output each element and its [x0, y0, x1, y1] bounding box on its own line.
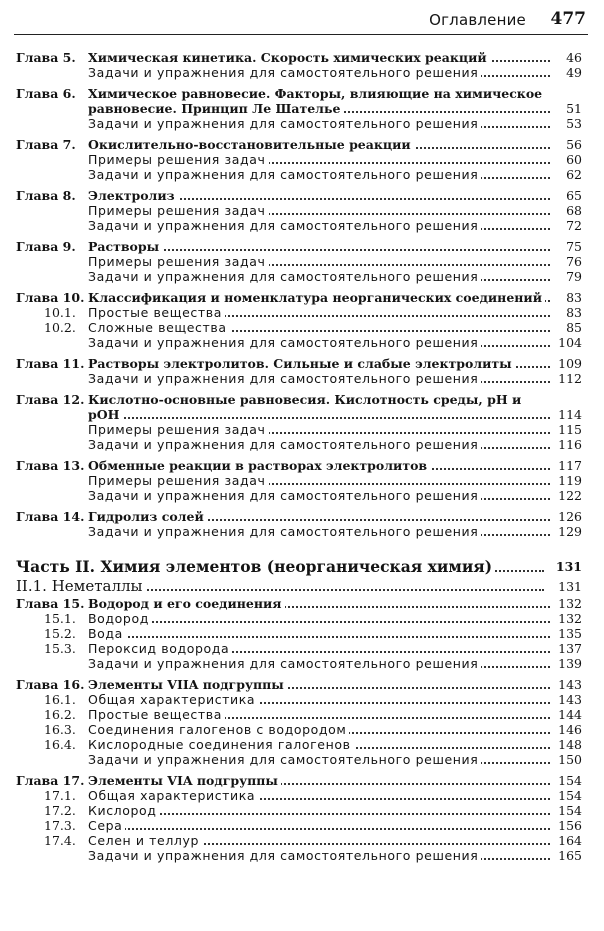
toc-entry-title-wrapper [88, 458, 552, 473]
toc-entry-title: Кислотно-основные равновесия. Кислотность среды, рН и рОН [88, 392, 522, 422]
toc-entry-title: Вода [88, 626, 126, 641]
table-of-contents [16, 50, 582, 863]
toc-page-number: 83 [552, 290, 582, 305]
toc-line-entry[interactable] [16, 656, 582, 671]
toc-entry-title: Пероксид водорода [88, 641, 232, 656]
toc-entry-title: Гидролиз солей [88, 509, 207, 524]
toc-entry-title: Задачи и упражнения для самостоятельного решения [88, 752, 481, 767]
toc-page-number: 148 [552, 737, 582, 752]
toc-entry-title-wrapper [88, 692, 552, 707]
toc-page-number: 75 [552, 239, 582, 254]
toc-page-number: 146 [552, 722, 582, 737]
toc-entry-title-wrapper [88, 773, 552, 788]
toc-entry-title-wrapper [88, 167, 552, 182]
toc-entry-title-wrapper [88, 488, 552, 503]
toc-line-entry[interactable] [16, 335, 582, 350]
toc-entry-title-wrapper [88, 677, 552, 692]
toc-entry-title: Задачи и упражнения для самостоятельного решения [88, 167, 481, 182]
toc-entry-title-wrapper [88, 269, 552, 284]
toc-entry-title-wrapper [88, 188, 552, 203]
toc-entry-title: Задачи и упражнения для самостоятельного решения [88, 116, 481, 131]
toc-entry-title: Электролиз [88, 188, 178, 203]
toc-page-number: 56 [552, 137, 582, 152]
toc-entry-title-wrapper [88, 509, 552, 524]
toc-entry-title-wrapper [88, 305, 552, 320]
toc-chapter-entry[interactable] [16, 509, 582, 524]
toc-subsection-number: 17.4. [44, 833, 76, 848]
toc-entry-title: Простые вещества [88, 707, 225, 722]
toc-chapter-entry[interactable] [16, 239, 582, 254]
toc-entry-title-wrapper [88, 320, 552, 335]
toc-line-entry[interactable] [16, 152, 582, 167]
toc-chapter-number: Глава 10. [16, 290, 85, 305]
toc-entry-title: II.1. Неметаллы [16, 577, 145, 595]
toc-entry-title-wrapper [88, 203, 552, 218]
toc-entry-title-wrapper [88, 218, 552, 233]
toc-entry-title: Окислительно-восстановительные реакции [88, 137, 414, 152]
toc-entry-title: Элементы VIIA подгруппы [88, 677, 287, 692]
toc-entry-title: Задачи и упражнения для самостоятельного решения [88, 437, 481, 452]
toc-entry-title-wrapper [88, 254, 552, 269]
toc-entry-title: Примеры решения задач [88, 473, 269, 488]
toc-entry-title-wrapper [88, 656, 552, 671]
toc-entry-title-wrapper [88, 239, 552, 254]
toc-chapter-entry[interactable] [16, 773, 582, 788]
toc-entry-title: Элементы VIA подгруппы [88, 773, 281, 788]
toc-page-number: 154 [552, 773, 582, 788]
toc-entry-title-wrapper [88, 707, 552, 722]
toc-page-number: 119 [552, 473, 582, 488]
toc-entry-title: Кислородные соединения галогенов [88, 737, 354, 752]
toc-entry-title: Примеры решения задач [88, 203, 269, 218]
toc-entry-title-wrapper [88, 335, 552, 350]
toc-subsection-entry[interactable] [16, 722, 582, 737]
toc-entry-title: Обменные реакции в растворах электролитов [88, 458, 430, 473]
header-page-number: 477 [550, 9, 586, 29]
toc-chapter-number: Глава 15. [16, 596, 85, 611]
toc-line-entry[interactable] [16, 848, 582, 863]
toc-entry-title: Задачи и упражнения для самостоятельного решения [88, 848, 481, 863]
toc-entry-title-wrapper [88, 524, 552, 539]
toc-subsection-number: 16.2. [44, 707, 76, 722]
toc-chapter-entry[interactable] [16, 596, 582, 611]
toc-page-number: 114 [552, 407, 582, 422]
toc-entry-title-wrapper [88, 50, 552, 65]
toc-page-number: 143 [552, 692, 582, 707]
toc-entry-title: Задачи и упражнения для самостоятельного решения [88, 524, 481, 539]
toc-entry-title-wrapper [88, 65, 552, 80]
toc-entry-title: Примеры решения задач [88, 422, 269, 437]
header-title: Оглавление [429, 11, 526, 29]
toc-page-number: 65 [552, 188, 582, 203]
toc-entry-title: Сера [88, 818, 125, 833]
toc-entry-title-wrapper [88, 833, 552, 848]
toc-chapter-entry[interactable] [16, 677, 582, 692]
toc-entry-title: Классификация и номенклатура неорганических соединений [88, 290, 545, 305]
toc-page-number: 117 [552, 458, 582, 473]
toc-line-entry[interactable] [16, 167, 582, 182]
toc-entry-title-wrapper [16, 557, 546, 577]
toc-entry-title-wrapper [88, 137, 552, 152]
toc-entry-title-wrapper [88, 722, 552, 737]
toc-page-number: 135 [552, 626, 582, 641]
toc-subsection-number: 17.2. [44, 803, 76, 818]
toc-subsection-entry[interactable] [16, 737, 582, 752]
toc-subsection-number: 10.2. [44, 320, 76, 335]
toc-entry-title-wrapper [88, 752, 552, 767]
toc-line-entry[interactable] [16, 371, 582, 386]
toc-chapter-number: Глава 13. [16, 458, 85, 473]
toc-page-number: 122 [552, 488, 582, 503]
dot-leader [88, 828, 550, 830]
toc-page-number: 154 [552, 788, 582, 803]
toc-chapter-entry[interactable] [16, 188, 582, 203]
toc-entry-title-wrapper [88, 611, 552, 626]
toc-entry-title: Задачи и упражнения для самостоятельного решения [88, 656, 481, 671]
toc-entry-title: Общая характеристика [88, 788, 258, 803]
toc-entry-title: Водород и его соединения [88, 596, 285, 611]
toc-entry-title-wrapper [88, 422, 552, 437]
toc-entry-title: Кислород [88, 803, 160, 818]
toc-page-number: 131 [552, 557, 582, 577]
toc-chapter-number: Глава 12. [16, 392, 85, 407]
toc-subsection-entry[interactable] [16, 803, 582, 818]
toc-entry-title: Растворы электролитов. Сильные и слабые электролиты [88, 356, 515, 371]
toc-subsection-entry[interactable] [16, 818, 582, 833]
toc-line-entry[interactable] [16, 437, 582, 452]
toc-part-entry[interactable] [16, 557, 582, 577]
toc-page-number: 68 [552, 203, 582, 218]
toc-chapter-number: Глава 6. [16, 86, 76, 101]
toc-page-number: 46 [552, 50, 582, 65]
toc-subsection-entry[interactable] [16, 833, 582, 848]
toc-line-entry[interactable] [16, 524, 582, 539]
toc-page-number: 139 [552, 656, 582, 671]
toc-entry-title: Водород [88, 611, 152, 626]
toc-entry-title-wrapper [88, 356, 552, 371]
toc-page-number: 165 [552, 848, 582, 863]
toc-line-entry[interactable] [16, 218, 582, 233]
toc-page-number: 132 [552, 596, 582, 611]
toc-chapter-number: Глава 17. [16, 773, 85, 788]
toc-entry-title: Часть II. Химия элементов (неорганическая химия) [16, 557, 495, 576]
toc-line-entry[interactable] [16, 269, 582, 284]
toc-entry-title-wrapper [88, 152, 552, 167]
toc-entry-title: Соединения галогенов с водородом [88, 722, 349, 737]
toc-chapter-number: Глава 7. [16, 137, 76, 152]
toc-entry-title-wrapper [88, 437, 552, 452]
toc-page-number: 154 [552, 803, 582, 818]
toc-page-number: 150 [552, 752, 582, 767]
toc-page-number: 137 [552, 641, 582, 656]
toc-entry-title: Задачи и упражнения для самостоятельного решения [88, 488, 481, 503]
toc-subsection-entry[interactable] [16, 320, 582, 335]
toc-subsection-entry[interactable] [16, 641, 582, 656]
toc-page-number: 76 [552, 254, 582, 269]
toc-subsection-entry[interactable] [16, 692, 582, 707]
page-header [14, 6, 588, 35]
toc-page-number: 53 [552, 116, 582, 131]
toc-entry-title: Селен и теллур [88, 833, 202, 848]
toc-entry-title: Простые вещества [88, 305, 225, 320]
toc-subsection-number: 17.1. [44, 788, 76, 803]
toc-chapter-entry[interactable] [16, 137, 582, 152]
toc-section-entry[interactable] [16, 577, 582, 596]
toc-entry-title-wrapper [16, 577, 546, 596]
toc-entry-title: Задачи и упражнения для самостоятельного решения [88, 371, 481, 386]
dot-leader [88, 621, 550, 623]
toc-chapter-entry[interactable] [16, 290, 582, 305]
toc-page-number: 129 [552, 524, 582, 539]
toc-chapter-entry[interactable] [16, 392, 582, 422]
toc-page-number: 131 [552, 577, 582, 596]
toc-page-number: 60 [552, 152, 582, 167]
toc-page-number: 156 [552, 818, 582, 833]
toc-chapter-number: Глава 8. [16, 188, 76, 203]
toc-page-number: 164 [552, 833, 582, 848]
toc-subsection-number: 17.3. [44, 818, 76, 833]
toc-entry-title-wrapper [88, 596, 552, 611]
toc-entry-title-wrapper [88, 626, 552, 641]
toc-entry-title: Задачи и упражнения для самостоятельного решения [88, 269, 481, 284]
toc-page-number: 62 [552, 167, 582, 182]
toc-entry-title: Химическое равновесие. Факторы, влияющие на химическое равновесие. Принцип Ле Шателье [88, 86, 543, 116]
toc-chapter-number: Глава 11. [16, 356, 85, 371]
toc-page-number: 115 [552, 422, 582, 437]
toc-page-number: 83 [552, 305, 582, 320]
toc-subsection-entry[interactable] [16, 626, 582, 641]
toc-spacer [16, 539, 582, 557]
toc-line-entry[interactable] [16, 422, 582, 437]
toc-chapter-entry[interactable] [16, 458, 582, 473]
toc-line-entry[interactable] [16, 203, 582, 218]
toc-chapter-number: Глава 9. [16, 239, 76, 254]
toc-entry-title-wrapper [88, 290, 552, 305]
toc-page-number: 132 [552, 611, 582, 626]
toc-entry-title: Задачи и упражнения для самостоятельного решения [88, 335, 481, 350]
toc-entry-title: Примеры решения задач [88, 152, 269, 167]
toc-subsection-number: 16.1. [44, 692, 76, 707]
toc-entry-title-wrapper [88, 641, 552, 656]
toc-entry-title: Химическая кинетика. Скорость химических реакций [88, 50, 490, 65]
toc-entry-title-wrapper [88, 371, 552, 386]
toc-chapter-number: Глава 5. [16, 50, 76, 65]
dot-leader [88, 417, 550, 419]
toc-chapter-number: Глава 14. [16, 509, 85, 524]
toc-subsection-number: 16.3. [44, 722, 76, 737]
toc-entry-title-wrapper [88, 116, 552, 131]
toc-page-number: 143 [552, 677, 582, 692]
toc-line-entry[interactable] [16, 473, 582, 488]
toc-entry-title-wrapper [88, 803, 552, 818]
toc-line-entry[interactable] [16, 488, 582, 503]
toc-chapter-entry[interactable] [16, 86, 582, 116]
toc-entry-title-wrapper [88, 737, 552, 752]
toc-subsection-number: 15.3. [44, 641, 76, 656]
toc-entry-title: Сложные вещества [88, 320, 230, 335]
toc-page-number: 49 [552, 65, 582, 80]
toc-page-number: 51 [552, 101, 582, 116]
toc-line-entry[interactable] [16, 254, 582, 269]
toc-page-number: 109 [552, 356, 582, 371]
toc-page-number: 104 [552, 335, 582, 350]
toc-entry-title-wrapper [88, 788, 552, 803]
toc-line-entry[interactable] [16, 65, 582, 80]
toc-entry-title: Растворы [88, 239, 162, 254]
toc-subsection-number: 15.1. [44, 611, 76, 626]
toc-subsection-number: 10.1. [44, 305, 76, 320]
toc-page-number: 85 [552, 320, 582, 335]
toc-chapter-number: Глава 16. [16, 677, 85, 692]
toc-subsection-entry[interactable] [16, 788, 582, 803]
dot-leader [88, 636, 550, 638]
toc-subsection-entry[interactable] [16, 707, 582, 722]
toc-entry-title: Примеры решения задач [88, 254, 269, 269]
toc-subsection-entry[interactable] [16, 305, 582, 320]
toc-entry-title-wrapper [88, 818, 552, 833]
toc-entry-title: Задачи и упражнения для самостоятельного решения [88, 65, 481, 80]
toc-chapter-entry[interactable] [16, 356, 582, 371]
toc-entry-title: Задачи и упражнения для самостоятельного решения [88, 218, 481, 233]
toc-entry-title: Общая характеристика [88, 692, 258, 707]
toc-entry-title-wrapper [88, 848, 552, 863]
toc-page-number: 72 [552, 218, 582, 233]
toc-page-number: 112 [552, 371, 582, 386]
toc-line-entry[interactable] [16, 116, 582, 131]
toc-subsection-number: 15.2. [44, 626, 76, 641]
toc-chapter-entry[interactable] [16, 50, 582, 65]
toc-page-number: 79 [552, 269, 582, 284]
toc-entry-title-wrapper [88, 473, 552, 488]
toc-page-number: 126 [552, 509, 582, 524]
toc-page-number: 116 [552, 437, 582, 452]
toc-line-entry[interactable] [16, 752, 582, 767]
toc-page-number: 144 [552, 707, 582, 722]
toc-subsection-number: 16.4. [44, 737, 76, 752]
toc-subsection-entry[interactable] [16, 611, 582, 626]
